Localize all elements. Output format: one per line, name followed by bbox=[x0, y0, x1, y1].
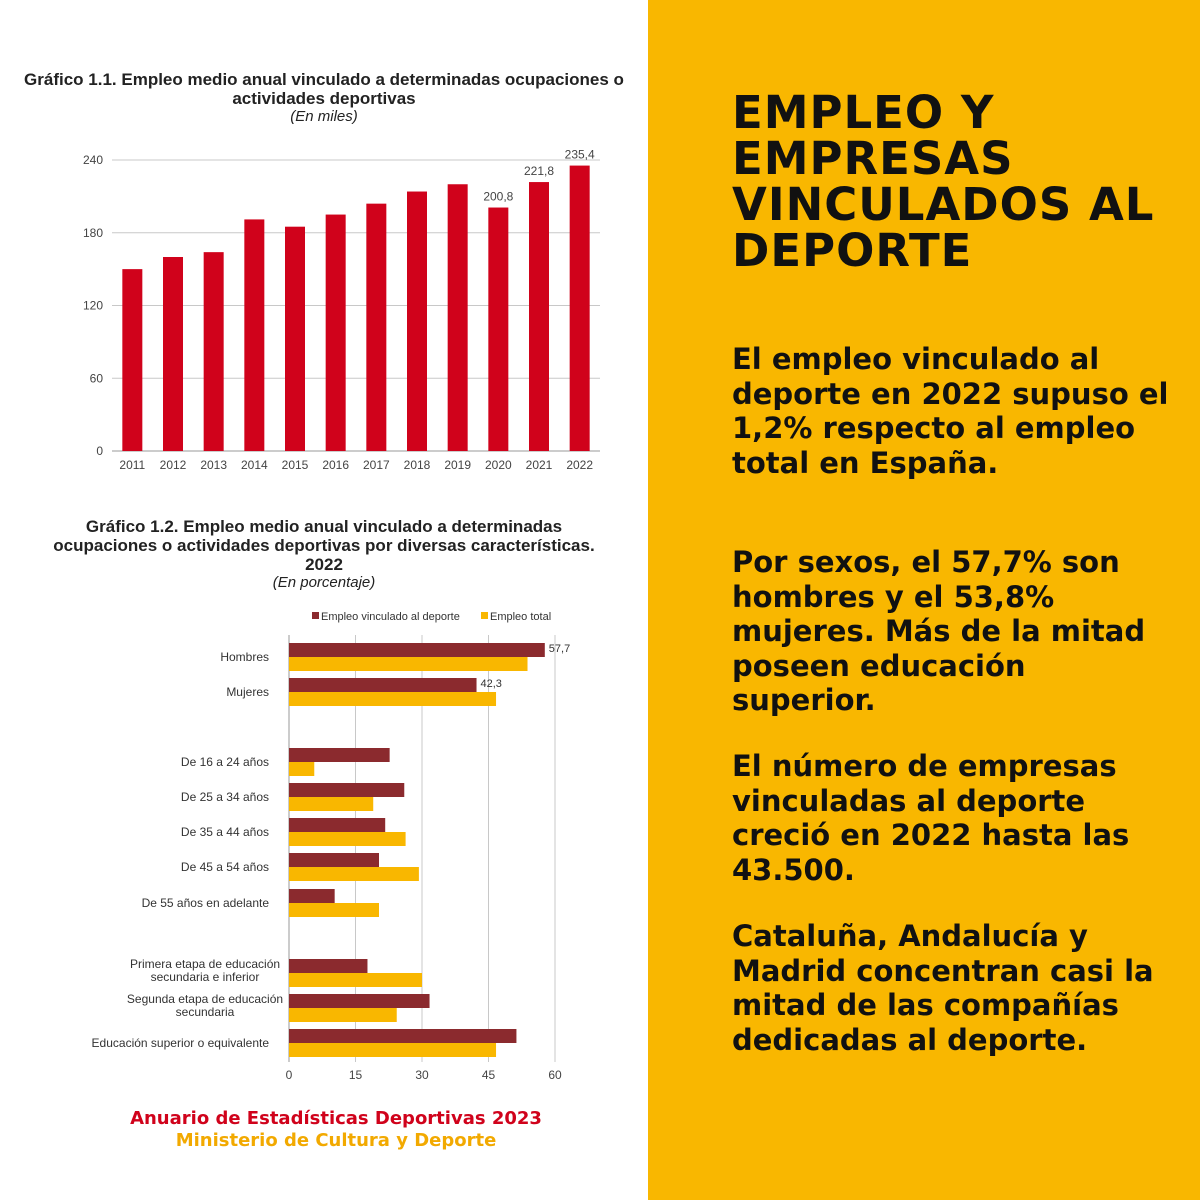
chart-2-bar bbox=[289, 748, 390, 762]
panel-paragraph-regions: Cataluña, Andalucía y Madrid concentran casi la mitad de las compañías dedicadas al deporte. bbox=[732, 919, 1154, 1057]
chart-2-xtick-label: 60 bbox=[548, 1068, 562, 1082]
chart-2-bar bbox=[289, 797, 373, 811]
chart-1-bar bbox=[122, 269, 142, 451]
chart-1-xtick-label: 2013 bbox=[200, 458, 228, 472]
chart-2-category-label: Hombres bbox=[220, 650, 269, 664]
chart-2-title: Gráfico 1.2. Empleo medio anual vinculado a determinadas ocupaciones o actividades deportivas por diversas características. 2022 bbox=[53, 517, 595, 574]
chart-1-xtick-label: 2019 bbox=[444, 458, 472, 472]
chart-1-bar bbox=[570, 166, 590, 451]
chart-2-xtick-label: 15 bbox=[348, 1068, 363, 1082]
chart-1-xtick-label: 2014 bbox=[240, 458, 268, 472]
chart-2-horizontal-bar-chart bbox=[0, 600, 648, 1100]
chart-2-category-label: De 16 a 24 años bbox=[180, 755, 269, 769]
chart-2-bar bbox=[289, 1043, 496, 1057]
chart-1-ytick-label: 120 bbox=[82, 298, 103, 313]
chart-1-ytick-label: 60 bbox=[89, 371, 103, 386]
chart-2-category-label: secundaria bbox=[175, 1005, 235, 1019]
chart-1-bar bbox=[448, 184, 468, 451]
chart-1-xtick-label: 2012 bbox=[159, 458, 187, 472]
chart-2-xtick-label: 45 bbox=[481, 1068, 496, 1082]
chart-2-bar bbox=[289, 643, 545, 657]
chart-1-bar bbox=[529, 182, 549, 451]
chart-1-xtick-label: 2017 bbox=[362, 458, 390, 472]
chart-1-subtitle: (En miles) bbox=[290, 108, 358, 125]
panel-paragraph-employment: El empleo vinculado al deporte en 2022 supuso el 1,2% respecto al empleo total en España. bbox=[732, 342, 1169, 480]
chart-2-category-label: De 55 años en adelante bbox=[141, 896, 269, 910]
panel-paragraph-sex: Por sexos, el 57,7% son hombres y el 53,8% mujeres. Más de la mitad poseen educación superior. bbox=[732, 545, 1146, 717]
chart-1-data-label: 221,8 bbox=[523, 164, 555, 179]
chart-2-xtick-label: 30 bbox=[415, 1068, 429, 1082]
chart-1-xtick-label: 2016 bbox=[322, 458, 350, 472]
chart-1-xtick-label: 2021 bbox=[525, 458, 553, 472]
chart-2-category-label: De 35 a 44 años bbox=[180, 825, 269, 839]
chart-2-bar bbox=[289, 692, 496, 706]
chart-1-bar bbox=[204, 252, 224, 451]
chart-2-bar bbox=[289, 973, 422, 987]
chart-2-title-block bbox=[0, 517, 648, 592]
chart-2-legend-label: Empleo total bbox=[490, 611, 552, 623]
chart-1-xtick-label: 2011 bbox=[119, 458, 146, 472]
panel-headline: EMPLEO Y EMPRESAS VINCULADOS AL DEPORTE bbox=[732, 86, 1155, 277]
chart-2-bar bbox=[289, 818, 385, 832]
chart-1-data-label: 200,8 bbox=[483, 189, 514, 204]
chart-2-bar bbox=[289, 832, 406, 846]
chart-1-ytick-label: 0 bbox=[96, 444, 103, 458]
chart-2-bar bbox=[289, 853, 379, 867]
chart-2-legend-label: Empleo vinculado al deporte bbox=[321, 611, 460, 623]
chart-2-bar bbox=[289, 762, 314, 776]
chart-2-bar bbox=[289, 994, 430, 1008]
footer-publication: Anuario de Estadísticas Deportivas 2023 bbox=[130, 1108, 542, 1129]
chart-1-bar bbox=[244, 219, 264, 451]
chart-2-category-label: Mujeres bbox=[226, 685, 269, 699]
chart-2-legend-swatch bbox=[481, 612, 488, 619]
chart-1-bar bbox=[285, 227, 305, 451]
chart-2-category-label: De 45 a 54 años bbox=[180, 860, 269, 874]
chart-2-bar bbox=[289, 889, 335, 903]
chart-2-category-label: Segunda etapa de educación bbox=[126, 992, 284, 1006]
chart-2-category-label: secundaria e inferior bbox=[150, 970, 260, 984]
chart-1-bar bbox=[163, 257, 183, 451]
chart-2-bar bbox=[289, 867, 419, 881]
chart-2-legend-swatch bbox=[312, 612, 319, 619]
chart-1-bar bbox=[326, 215, 346, 451]
chart-2-data-label: 57,7 bbox=[548, 643, 571, 655]
chart-1-xtick-label: 2022 bbox=[566, 458, 594, 472]
chart-2-subtitle: (En porcentaje) bbox=[272, 574, 376, 591]
chart-2-bar bbox=[289, 1008, 397, 1022]
chart-2-xtick-label: 0 bbox=[285, 1068, 293, 1082]
chart-1-data-label: 235,4 bbox=[564, 147, 595, 162]
chart-2-bar bbox=[289, 783, 404, 797]
chart-2-bar bbox=[289, 657, 528, 671]
chart-2-category-label: De 25 a 34 años bbox=[180, 790, 269, 804]
infographic-right-panel bbox=[648, 0, 1200, 1200]
chart-1-bar-chart bbox=[0, 0, 648, 490]
chart-1-xtick-label: 2018 bbox=[403, 458, 431, 472]
source-footer bbox=[0, 1108, 672, 1152]
chart-2-bar bbox=[289, 903, 379, 917]
chart-2-data-label: 42,3 bbox=[480, 678, 502, 690]
chart-1-ytick-label: 180 bbox=[82, 225, 103, 240]
chart-1-xtick-label: 2015 bbox=[281, 458, 309, 472]
chart-2-category-label: Educación superior o equivalente bbox=[91, 1036, 269, 1050]
chart-2-bar bbox=[289, 1029, 516, 1043]
chart-1-bar bbox=[366, 204, 386, 451]
footer-ministry: Ministerio de Cultura y Deporte bbox=[175, 1130, 497, 1151]
chart-2-bar bbox=[289, 678, 477, 692]
chart-2-category-label: Primera etapa de educación bbox=[129, 957, 281, 971]
chart-2-bar bbox=[289, 959, 367, 973]
chart-1-bar bbox=[407, 192, 427, 451]
chart-1-title: Gráfico 1.1. Empleo medio anual vinculado a determinadas ocupaciones o actividades deportivas bbox=[24, 70, 624, 108]
chart-1-ytick-label: 240 bbox=[82, 153, 103, 167]
chart-1-xtick-label: 2020 bbox=[484, 458, 512, 472]
chart-1-bar bbox=[488, 208, 508, 451]
panel-paragraph-companies: El número de empresas vinculadas al deporte creció en 2022 hasta las 43.500. bbox=[732, 749, 1130, 887]
